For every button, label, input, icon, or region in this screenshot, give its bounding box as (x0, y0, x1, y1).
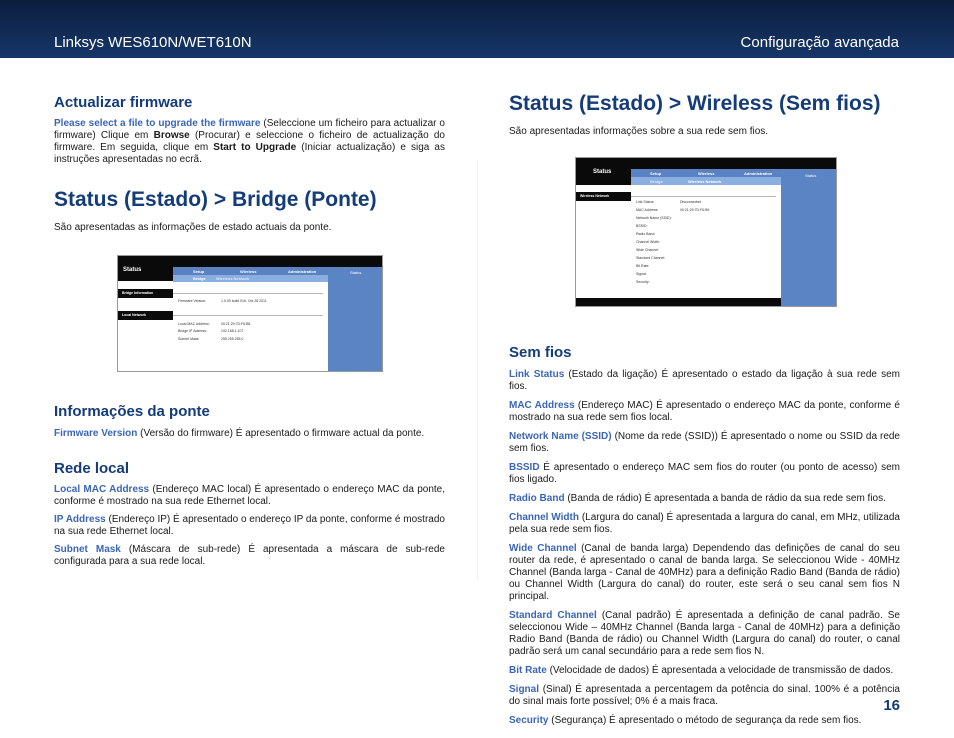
item-term: Standard Channel (509, 610, 597, 621)
separator (173, 315, 323, 316)
item-text: (Banda de rádio) É apresentada a banda de rádio da sua rede sem fios. (564, 493, 886, 504)
page-number: 16 (883, 697, 900, 714)
header-product-name: Linksys WES610N/WET610N (54, 34, 252, 51)
row-mask-label: Subnet Mask: (178, 337, 200, 341)
row-mac-label: Local MAC Address: (178, 322, 210, 326)
subtab-bridge[interactable]: Bridge (650, 179, 663, 184)
column-divider (477, 160, 478, 580)
item-term: MAC Address (509, 400, 575, 411)
item-text: (Velocidade de dados) É apresentada a velocidade de transmissão de dados. (546, 665, 894, 676)
item-bssid (509, 462, 900, 486)
firmware-term: Please select a file to upgrade the firmware (54, 118, 261, 129)
right-panel-label: Status (805, 173, 817, 178)
firmware-text1: (Seleccione um ficheiro para actualizar o firmware) Clique em (54, 118, 445, 141)
firmware-paragraph (54, 118, 445, 166)
firmware-text2: (Procurar) e seleccione o ficheiro de actualização do firmware. Em seguida, clique em (54, 130, 445, 153)
screenshot-title: Status (593, 169, 612, 175)
row-ssid-label: Network Name (SSID): (636, 216, 672, 220)
wireless-title: Status (Estado) > Wireless (Sem fios) (509, 92, 881, 115)
subtab-wireless-network[interactable]: Wireless Network (688, 179, 722, 184)
sidebar-label-local-network: Local Network (122, 313, 146, 317)
item-text: (Nome da rede (SSID)) É apresentado o nome ou SSID da rede sem fios. (509, 431, 900, 454)
row-mac-value: 00:21:29:7D:F6:B9 (680, 208, 710, 212)
fw-version-text: (Versão do firmware) É apresentado o firmware actual da ponte. (137, 428, 425, 439)
bridge-intro: São apresentadas as informações de estado actuais da ponte. (54, 222, 332, 233)
item-term: Wide Channel (509, 543, 577, 554)
row-security-label: Security: (636, 280, 650, 284)
sem-fios-heading: Sem fios (509, 344, 572, 361)
item-term: Security (509, 715, 549, 726)
left-column (54, 94, 445, 234)
row-mac-label: MAC Address: (636, 208, 659, 212)
firmware-text3: (Iniciar actualização) e siga as instruções apresentadas no ecrã. (54, 142, 445, 165)
item-text: (Largura do canal) É apresentada a largura do canal, em MHz, utilizada pela sua rede sem fios. (509, 512, 900, 535)
row-signal-label: Signal: (636, 272, 647, 276)
item-text: (Canal de banda larga) Dependendo das definições de canal do seu router da rede, é apresentado o canal de banda larga. Se seleccionou Wide - 40MHz Channel (Banda larga - Canal de 40MHz) para a definição Radio Band (Banda de rádio) ou Channel Width (Largura do canal) do router, este será o seu canal sem fios N principal. (509, 543, 900, 602)
row-mac-value: 00:21:29:7D:F6:B8 (221, 322, 251, 326)
item-security (509, 715, 900, 727)
sidebar-label-wireless-network: Wireless Network (580, 194, 610, 198)
info-heading: Informações da ponte (54, 403, 210, 420)
item-term: Radio Band (509, 493, 565, 504)
item-text: (Segurança) É apresentado o método de segurança da rede sem fios. (548, 715, 862, 726)
item-term: Signal (509, 684, 540, 695)
item-text: (Canal padrão) É apresentada a definição de canal padrão. Se seleccionou Wide – 40MHz Channel (Banda larga - Canal de 40MHz) para a definição Radio Band (Banda de rádio) ou Channel Width (Largura do canal) do router, o canal padrão será um canal secundário para a rede sem fios N. (509, 610, 900, 657)
screenshot-right-panel (781, 169, 836, 306)
ip-term: IP Address (54, 514, 106, 525)
row-mask-value: 255.255.255.0 (221, 337, 244, 341)
browse-label: Browse (153, 130, 190, 141)
mask-text: (Máscara de sub-rede) É apresentada a máscara de sub-rede configurada para a sua rede local. (54, 544, 445, 567)
item-term: BSSID (509, 462, 540, 473)
mask-paragraph (54, 544, 445, 568)
row-standard-channel-label: Standard Channel: (636, 256, 666, 260)
mask-term: Subnet Mask (54, 544, 121, 555)
item-radio-band (509, 493, 900, 505)
item-channel-width (509, 512, 900, 536)
nav-tab-wireless[interactable]: Wireless (698, 171, 715, 176)
row-wide-channel-label: Wide Channel: (636, 248, 659, 252)
ip-text: (Endereço IP) É apresentado o endereço IP da ponte, conforme é mostrado na sua rede Ethernet local. (54, 514, 445, 537)
item-mac-address (509, 400, 900, 424)
nav-tab-setup[interactable]: Setup (650, 171, 662, 176)
item-term: Network Name (SSID) (509, 431, 612, 442)
item-text: (Sinal) É apresentada a percentagem da potência do sinal. 100% é a potência do sinal mais forte possível; 0% é a mais fraca. (509, 684, 900, 707)
row-radio-band-label: Radio Band: (636, 232, 656, 236)
header-section-name: Configuração avançada (740, 34, 899, 51)
row-ip-label: Bridge IP Address: (178, 329, 207, 333)
item-term: Link Status (509, 369, 565, 380)
fw-version-term: Firmware Version (54, 428, 138, 439)
screenshot-title: Status (123, 267, 142, 273)
item-text: É apresentado o endereço MAC sem fios do router (ou ponto de acesso) sem fios ligado. (509, 462, 900, 485)
wireless-intro: São apresentadas informações sobre a sua rede sem fios. (509, 126, 769, 137)
nav-tab-wireless[interactable]: Wireless (240, 269, 257, 274)
bridge-title: Status (Estado) > Bridge (Ponte) (54, 188, 377, 211)
sidebar-label-bridge-info: Bridge Information (122, 291, 154, 295)
right-column-lower (509, 344, 900, 727)
row-firmware-label: Firmware Version: (178, 299, 207, 303)
item-text: (Estado da ligação) É apresentado o estado da ligação à sua rede sem fios. (509, 369, 900, 392)
separator (631, 196, 776, 197)
item-link-status (509, 369, 900, 393)
row-ip-value: 192.168.1.107 (221, 329, 244, 333)
nav-tab-administration[interactable]: Administration (744, 171, 773, 176)
item-text: (Endereço MAC) É apresentado o endereço MAC da ponte, conforme é mostrado na sua rede sem fios local. (509, 400, 900, 423)
item-standard-channel (509, 610, 900, 658)
bridge-status-screenshot (117, 255, 383, 372)
row-link-status-value: Disconnected (680, 200, 702, 204)
row-channel-width-label: Channel Width: (636, 240, 660, 244)
subtab-bridge[interactable]: Bridge (193, 276, 206, 281)
separator (173, 293, 323, 294)
item-signal (509, 684, 900, 708)
row-bit-rate-label: Bit Rate: (636, 264, 650, 268)
row-bssid-label: BSSID: (636, 224, 648, 228)
start-upgrade-label: Start to Upgrade (213, 142, 297, 153)
firmware-heading: Actualizar firmware (54, 94, 193, 111)
mac-text: (Endereço MAC local) É apresentado o endereço MAC da ponte, conforme é mostrado na sua rede Ethernet local. (54, 484, 445, 507)
right-column (509, 92, 900, 138)
item-bit-rate (509, 665, 900, 677)
page-header (0, 0, 954, 58)
mac-paragraph (54, 484, 445, 508)
nav-tab-setup[interactable]: Setup (193, 269, 205, 274)
fw-version-paragraph (54, 428, 445, 440)
row-link-status-label: Link Status: (636, 200, 655, 204)
right-panel-label: Status (350, 270, 362, 275)
wireless-status-screenshot (575, 157, 837, 307)
ip-paragraph (54, 514, 445, 538)
mac-term: Local MAC Address (54, 484, 150, 495)
nav-tab-administration[interactable]: Administration (288, 269, 317, 274)
subtab-wireless-network[interactable]: Wireless Network (216, 276, 250, 281)
local-network-heading: Rede local (54, 460, 130, 477)
item-term: Channel Width (509, 512, 579, 523)
left-column-lower (54, 403, 445, 568)
item-wide-channel (509, 543, 900, 603)
item-network-name (509, 431, 900, 455)
row-firmware-value: 1.0.00 build 016, Oct 28 2011 (221, 299, 267, 303)
screenshot-right-panel (328, 267, 382, 371)
item-term: Bit Rate (509, 665, 547, 676)
screenshot-footer-bar (576, 298, 781, 306)
